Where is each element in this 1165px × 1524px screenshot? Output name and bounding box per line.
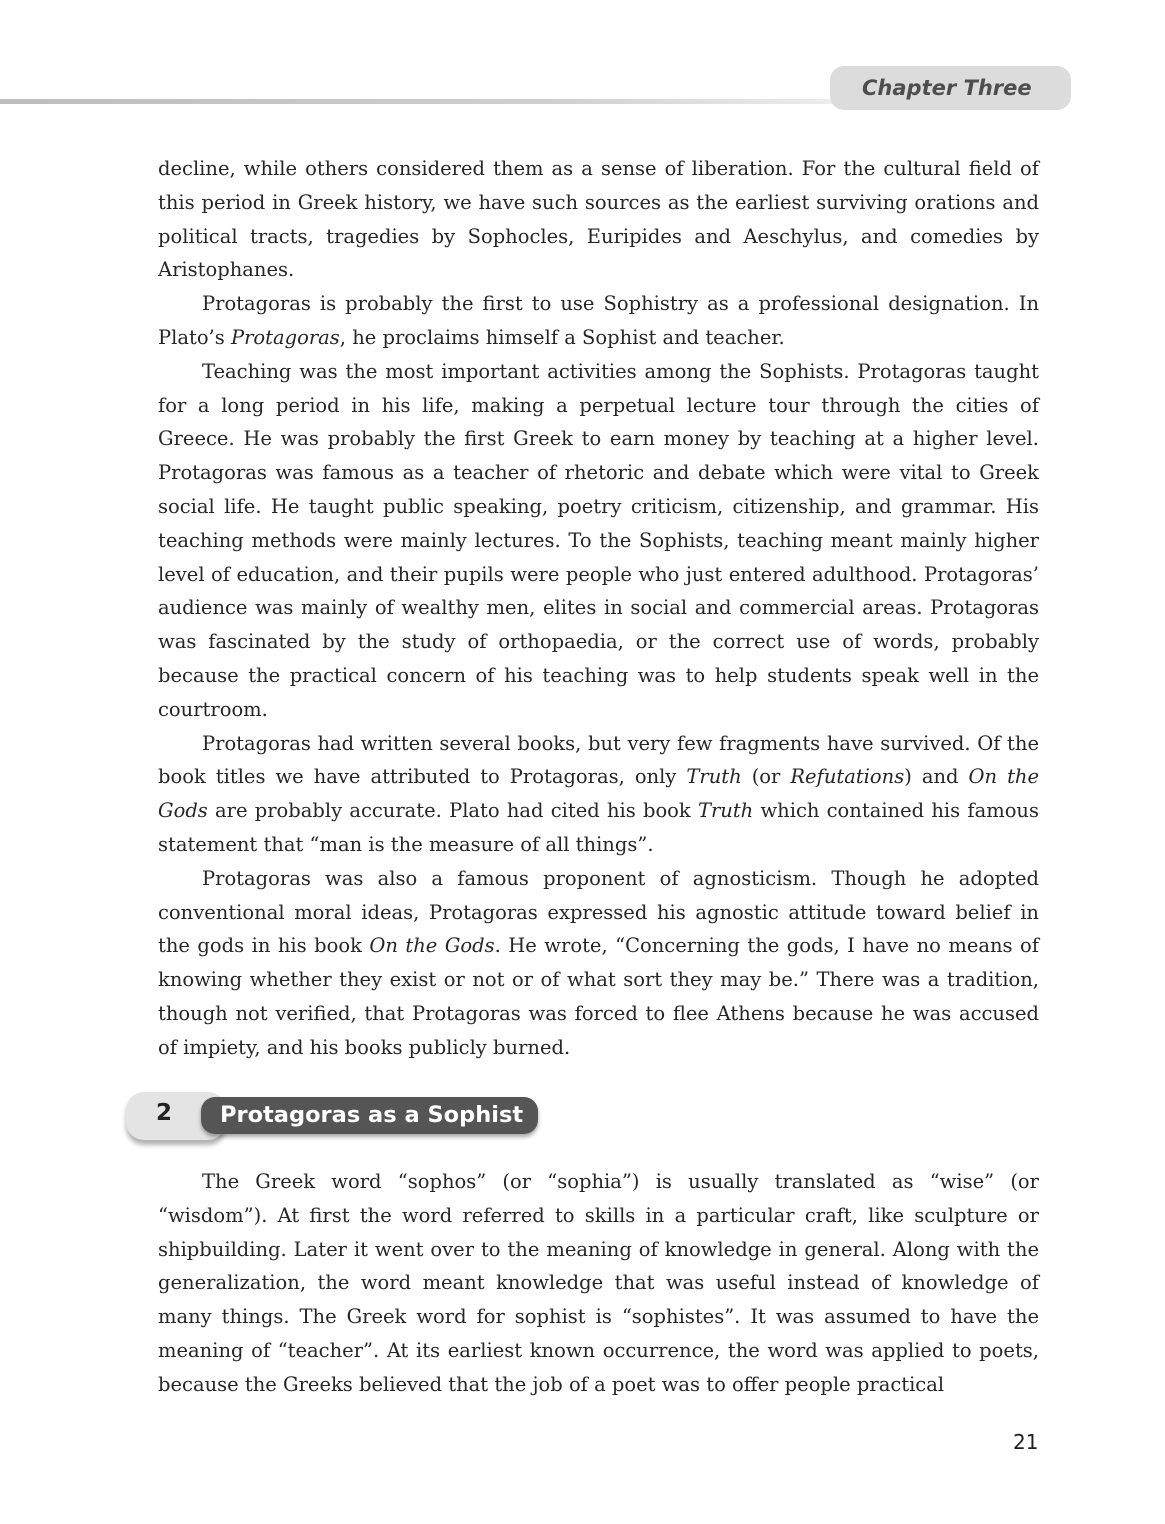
book-title: Truth xyxy=(686,765,742,789)
paragraph: Teaching was the most important activities among the Sophists. Protagoras taught for a long period in his life, making a perpetual lecture tour through the cities of Greece. He was probably the first Greek to earn money by teaching at a higher level. Protagoras was famous as a teacher of rhetoric and debate which were vital to Greek social life. He taught public speaking, poetry criticism, citizenship, and grammar. His teaching methods were mainly lectures. To the Sophists, teaching meant mainly higher level of education, and their pupils were people who just entered adulthood. Protagoras’ audience was mainly of wealthy men, elites in social and commercial areas. Protagoras was fascinated by the study of orthopaedia, or the correct use of words, probably because the practical concern of his teaching was to help students speak well in the courtroom. xyxy=(158,359,1039,721)
chapter-label: Chapter Three xyxy=(830,66,1071,110)
paragraph: The Greek word “sophos” (or “sophia”) is usually translated as “wise” (or “wisdom”). At first the word referred to skills in a particular craft, like sculpture or shipbuilding. Later it went over to the meaning of knowledge in general. Along with the generalization, the word meant knowledge that was useful instead of knowledge of many things. The Greek word for sophist is “sophistes”. It was assumed to have the meaning of “teacher”. At its earliest known occurrence, the word was applied to poets, because the Greeks believed that the job of a poet was to offer people practical xyxy=(158,1170,1039,1396)
paragraph xyxy=(158,727,1039,862)
book-title: Refutations xyxy=(790,765,905,789)
text-run: ) and xyxy=(904,765,969,789)
book-title: On the Gods xyxy=(158,765,1040,823)
paragraph xyxy=(158,287,1039,355)
section-heading xyxy=(126,1092,540,1140)
text-run: Protagoras was also a famous proponent of agnosticism. Though he adopted conventional moral ideas, Protagoras expressed his agnostic attitude toward belief in the gods in his book xyxy=(158,866,1039,958)
text-run: Protagoras had written several books, but very few fragments have survived. Of the book titles we have attributed to Protagoras, only xyxy=(158,731,1039,789)
paragraph xyxy=(158,862,1039,1065)
page-number: 21 xyxy=(1013,1430,1039,1454)
paragraph: decline, while others considered them as a sense of liberation. For the cultural field of this period in Greek history, we have such sources as the earliest surviving orations and political tracts, tragedies by Sophocles, Euripides and Aeschylus, and comedies by Aristophanes. xyxy=(158,157,1039,282)
text-run: , he proclaims himself a Sophist and teacher. xyxy=(339,325,785,349)
text-run: which contained his famous statement that “man is the measure of all things”. xyxy=(158,799,1039,856)
text-run: Protagoras is probably the first to use Sophistry as a professional designation. In Plato’s xyxy=(158,292,1039,349)
book-title: Protagoras xyxy=(230,325,340,349)
section-number: 2 xyxy=(156,1100,173,1126)
section-title: Protagoras as a Sophist xyxy=(201,1097,538,1134)
book-title: On the Gods xyxy=(369,934,495,958)
text-run: (or xyxy=(741,765,791,789)
text-run: are probably accurate. Plato had cited his book xyxy=(207,799,698,823)
main-text xyxy=(158,152,1039,1065)
text-run: . He wrote, “Concerning the gods, I have no means of knowing whether they exist or not or of what sort they may be.” There was a tradition, though not verified, that Protagoras was forced to flee Athens because he was accused of impiety, and his books publicly burned. xyxy=(158,934,1039,1059)
section-text xyxy=(158,1165,1039,1402)
book-title: Truth xyxy=(697,799,754,823)
